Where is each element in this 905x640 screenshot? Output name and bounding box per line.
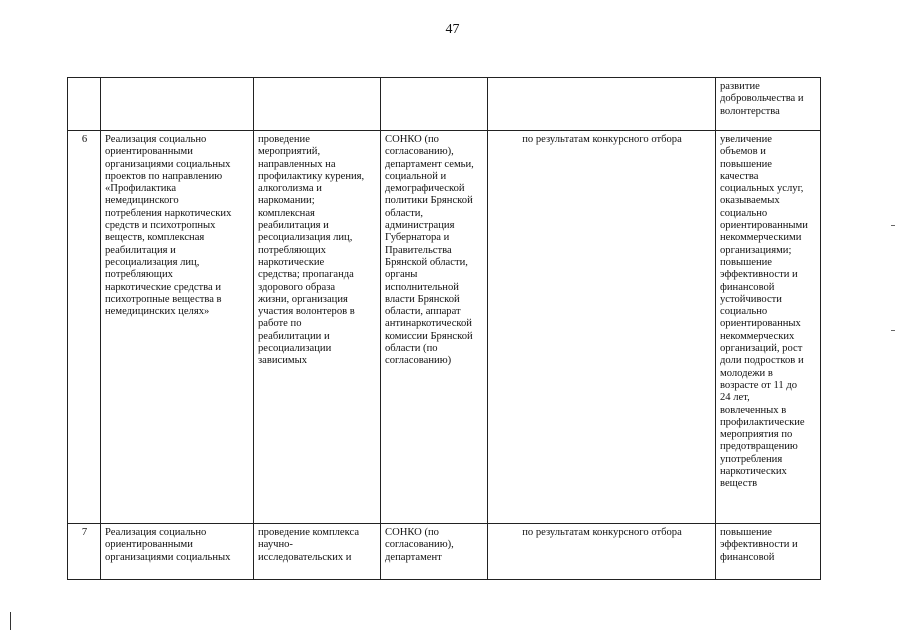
cell-line: исследовательских и [258, 551, 352, 563]
cell-line: демографической [385, 183, 465, 195]
cell-line: профилактические [720, 416, 805, 428]
cell-line: Реализация социально [105, 134, 207, 145]
cell-line: Брянской области, [385, 256, 468, 268]
cell-line: развитие [720, 81, 760, 92]
cell-line: власти Брянской [385, 293, 460, 305]
cell-line: наркотические [258, 256, 325, 268]
cell-line: средств и психотропных [105, 220, 216, 232]
cell-line: СОНКО (по [385, 134, 439, 145]
cell-line: потребляющих [105, 269, 173, 281]
cell-line: оказываемых [720, 195, 780, 207]
cell-line: департамент семьи, [385, 158, 474, 170]
executors-cell [381, 524, 488, 580]
deadline-cell [488, 78, 716, 131]
cell-line: веществ, комплексная [105, 232, 205, 244]
cell-line: согласованию) [385, 355, 452, 367]
margin-mark [891, 225, 895, 226]
cell-line: Губернатора и [385, 232, 450, 244]
cell-line: органы [385, 269, 418, 281]
deadline-cell [488, 524, 716, 580]
deadline-text: по результатам конкурсного отбора [522, 134, 682, 145]
row-number-cell [68, 524, 101, 580]
cell-line: согласованию), [385, 146, 454, 158]
cell-line: проведение комплекса [258, 527, 360, 538]
cell-line: потребления наркотических [105, 207, 232, 219]
table-row [68, 524, 821, 580]
cell-line: жизни, организация [258, 293, 348, 305]
cell-line: эффективности и [720, 269, 798, 281]
project-name-cell [101, 78, 254, 131]
cell-line: финансовой [720, 281, 775, 293]
margin-mark [10, 612, 11, 630]
cell-line: повышение [720, 256, 772, 268]
cell-line: проведение [258, 134, 310, 145]
cell-line: области (по [385, 343, 438, 355]
cell-line: веществ [720, 478, 758, 490]
results-cell [716, 524, 821, 580]
cell-line: немедицинских целях» [105, 306, 210, 318]
cell-line: алкоголизма и [258, 183, 322, 195]
deadline-text: по результатам конкурсного отбора [522, 527, 682, 538]
cell-line: реабилитация и [105, 244, 176, 256]
cell-line: комплексная [258, 207, 315, 219]
cell-line: 24 лет, [720, 392, 750, 404]
deadline-cell [488, 131, 716, 524]
activities-cell [254, 131, 381, 524]
margin-mark [891, 330, 895, 331]
executors-cell [381, 131, 488, 524]
results-cell [716, 131, 821, 524]
executors-cell [381, 78, 488, 131]
cell-line: эффективности и [720, 539, 798, 551]
cell-line: области, [385, 207, 424, 219]
project-name-cell [101, 524, 254, 580]
activities-cell [254, 78, 381, 131]
cell-line: объемов и [720, 146, 766, 158]
row-number-cell [68, 78, 101, 131]
cell-line: психотропные вещества в [105, 293, 222, 305]
cell-line: наркотические средства и [105, 281, 222, 293]
cell-line: возрасте от 11 до [720, 379, 798, 391]
cell-line: реабилитация и [258, 220, 329, 232]
cell-line: политики Брянской [385, 195, 473, 207]
cell-line: Правительства [385, 244, 452, 256]
cell-line: ресоциализация лиц, [105, 256, 200, 268]
cell-line: реабилитации и [258, 330, 330, 342]
cell-line: «Профилактика [105, 183, 177, 195]
cell-line: наркомании; [258, 195, 315, 207]
cell-line: согласованию), [385, 539, 454, 551]
cell-line: повышение [720, 527, 772, 538]
cell-line: администрация [385, 220, 455, 232]
cell-line: некоммерческих [720, 330, 795, 342]
cell-line: антинаркотической [385, 318, 472, 330]
cell-line: мероприятий, [258, 146, 321, 158]
cell-line: проектов по направлению [105, 170, 223, 182]
cell-line: социально [720, 306, 768, 318]
cell-line: исполнительной [385, 281, 459, 293]
activities-cell [254, 524, 381, 580]
cell-line: добровольчества и [720, 93, 804, 105]
cell-line: комиссии Брянской [385, 330, 473, 342]
cell-line: волонтерства [720, 105, 780, 117]
page-number: 47 [445, 22, 460, 37]
cell-line: департамент [385, 551, 442, 563]
cell-line: молодежи в [720, 367, 773, 379]
cell-line: социальной и [385, 170, 447, 182]
cell-line: ресоциализации [258, 343, 332, 355]
cell-line: ресоциализация лиц, [258, 232, 353, 244]
cell-line: предотвращению [720, 441, 798, 453]
cell-line: организаций, рост [720, 343, 803, 355]
cell-line: ориентированными [720, 220, 808, 232]
cell-line: вовлеченных в [720, 404, 787, 416]
cell-line: организациями; [720, 244, 792, 256]
cell-line: здорового образа [258, 281, 336, 293]
cell-line: средства; пропаганда [258, 269, 354, 281]
cell-line: повышение [720, 158, 772, 170]
cell-line: мероприятия по [720, 429, 793, 441]
cell-line: области, аппарат [385, 306, 461, 318]
cell-line: организациями социальных [105, 551, 231, 563]
cell-line: некоммерческими [720, 232, 802, 244]
cell-line: качества [720, 170, 759, 182]
cell-line: организациями социальных [105, 158, 231, 170]
cell-line: финансовой [720, 551, 775, 563]
cell-line: ориентированных [720, 318, 801, 330]
cell-line: социальных услуг, [720, 183, 804, 195]
results-cell [716, 78, 821, 131]
cell-line: социально [720, 207, 768, 219]
cell-line: Реализация социально [105, 527, 207, 538]
project-name-cell [101, 131, 254, 524]
row-number-cell [68, 131, 101, 524]
program-table [67, 77, 821, 580]
cell-line: зависимых [258, 355, 308, 367]
cell-line: потребляющих [258, 244, 326, 256]
cell-line: ориентированными [105, 539, 193, 551]
row-number: 6 [81, 134, 88, 145]
cell-line: немедицинского [105, 195, 179, 207]
cell-line: употребления [720, 453, 783, 465]
row-number: 7 [81, 527, 88, 538]
cell-line: профилактику курения, [258, 170, 365, 182]
cell-line: наркотических [720, 466, 787, 478]
cell-line: работе по [258, 318, 302, 330]
cell-line: увеличение [720, 134, 772, 145]
cell-line: участия волонтеров в [258, 306, 355, 318]
cell-line: направленных на [258, 158, 336, 170]
cell-line: ориентированными [105, 146, 193, 158]
cell-line: устойчивости [720, 293, 782, 305]
table-row [68, 131, 821, 524]
cell-line: СОНКО (по [385, 527, 439, 538]
table-row [68, 78, 821, 131]
cell-line: доли подростков и [720, 355, 804, 367]
cell-line: научно- [258, 539, 293, 551]
